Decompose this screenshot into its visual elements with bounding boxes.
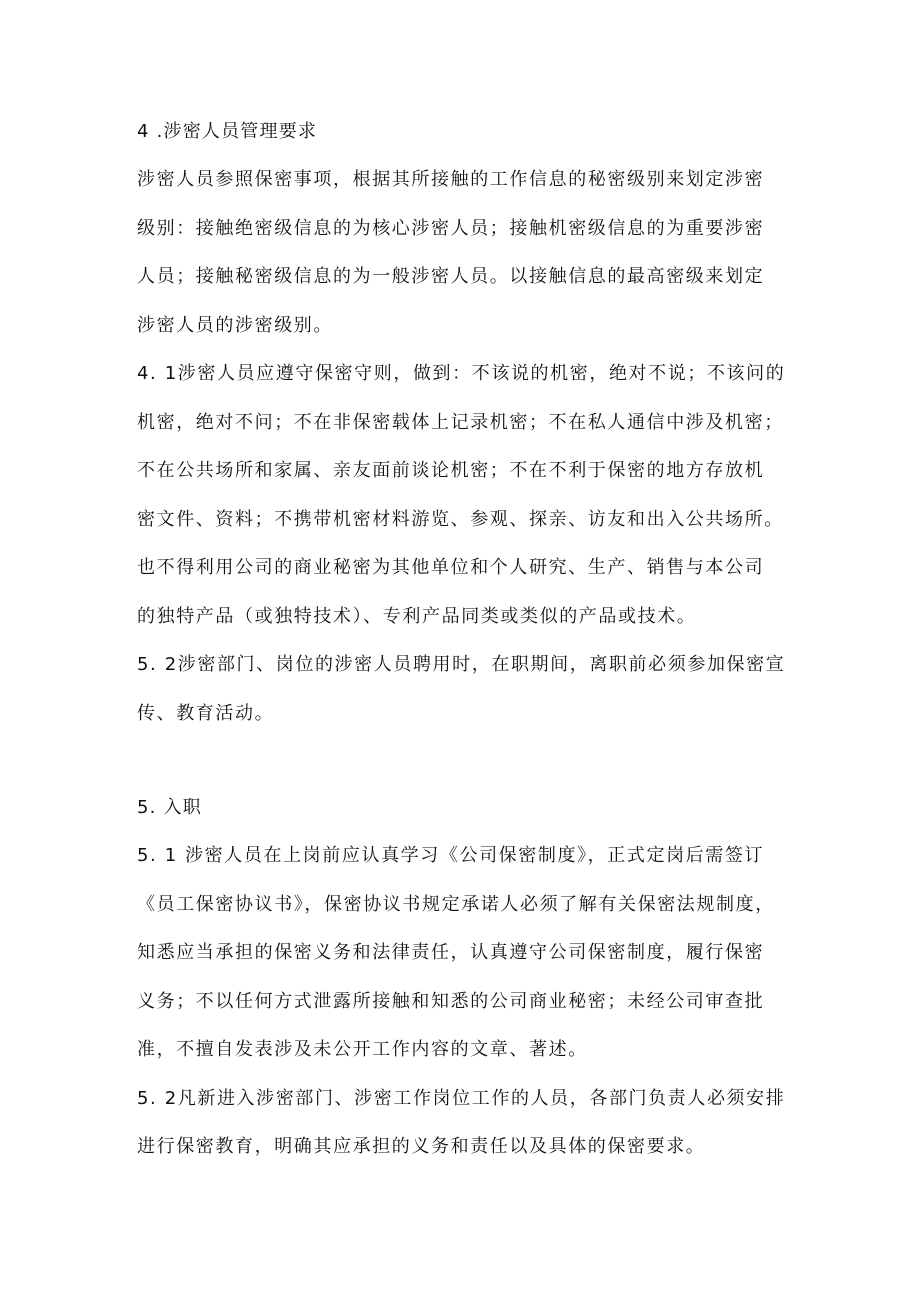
- paragraph-line: 准，不擅自发表涉及未公开工作内容的文章、著述。: [137, 1039, 588, 1060]
- paragraph-line: 义务；不以任何方式泄露所接触和知悉的公司商业秘密；未经公司审查批: [137, 991, 765, 1012]
- paragraph-line: 机密，绝对不问；不在非保密载体上记录机密；不在私人通信中涉及机密；: [137, 412, 784, 433]
- paragraph-line: 密文件、资料；不携带机密材料游览、参观、探亲、访友和出入公共场所。: [137, 509, 784, 530]
- paragraph-line: 《员工保密协议书》，保密协议书规定承诺人必须了解有关保密法规制度，: [137, 894, 775, 915]
- section-5-heading: 5. 入职: [137, 797, 202, 818]
- paragraph-line: 5. 2凡新进入涉密部门、涉密工作岗位工作的人员，各部门负责人必须安排: [137, 1088, 786, 1109]
- paragraph-line: 涉密人员参照保密事项，根据其所接触的工作信息的秘密级别来划定涉密: [137, 169, 765, 190]
- paragraph-line: 的独特产品（或独特技术）、专利产品同类或类似的产品或技术。: [137, 606, 697, 627]
- paragraph-line: 涉密人员的涉密级别。: [137, 315, 333, 336]
- paragraph-line: 4. 1涉密人员应遵守保密守则，做到：不该说的机密，绝对不说；不该问的: [137, 363, 786, 384]
- paragraph-line: 5. 1 涉密人员在上岗前应认真学习《公司保密制度》，正式定岗后需签订: [137, 845, 765, 866]
- paragraph-line: 不在公共场所和家属、亲友面前谈论机密；不在不利于保密的地方存放机: [137, 460, 765, 481]
- paragraph-line: 传、教育活动。: [137, 703, 275, 724]
- paragraph-line: 5. 2涉密部门、岗位的涉密人员聘用时，在职期间，离职前必须参加保密宣: [137, 654, 786, 675]
- paragraph-line: 人员；接触秘密级信息的为一般涉密人员。以接触信息的最高密级来划定: [137, 266, 765, 287]
- paragraph-line: 级别：接触绝密级信息的为核心涉密人员；接触机密级信息的为重要涉密: [137, 218, 765, 239]
- section-4-heading: 4 .涉密人员管理要求: [137, 121, 318, 142]
- paragraph-line: 知悉应当承担的保密义务和法律责任，认真遵守公司保密制度，履行保密: [137, 942, 765, 963]
- paragraph-line: 也不得利用公司的商业秘密为其他单位和个人研究、生产、销售与本公司: [137, 557, 765, 578]
- paragraph-line: 进行保密教育，明确其应承担的义务和责任以及具体的保密要求。: [137, 1136, 706, 1157]
